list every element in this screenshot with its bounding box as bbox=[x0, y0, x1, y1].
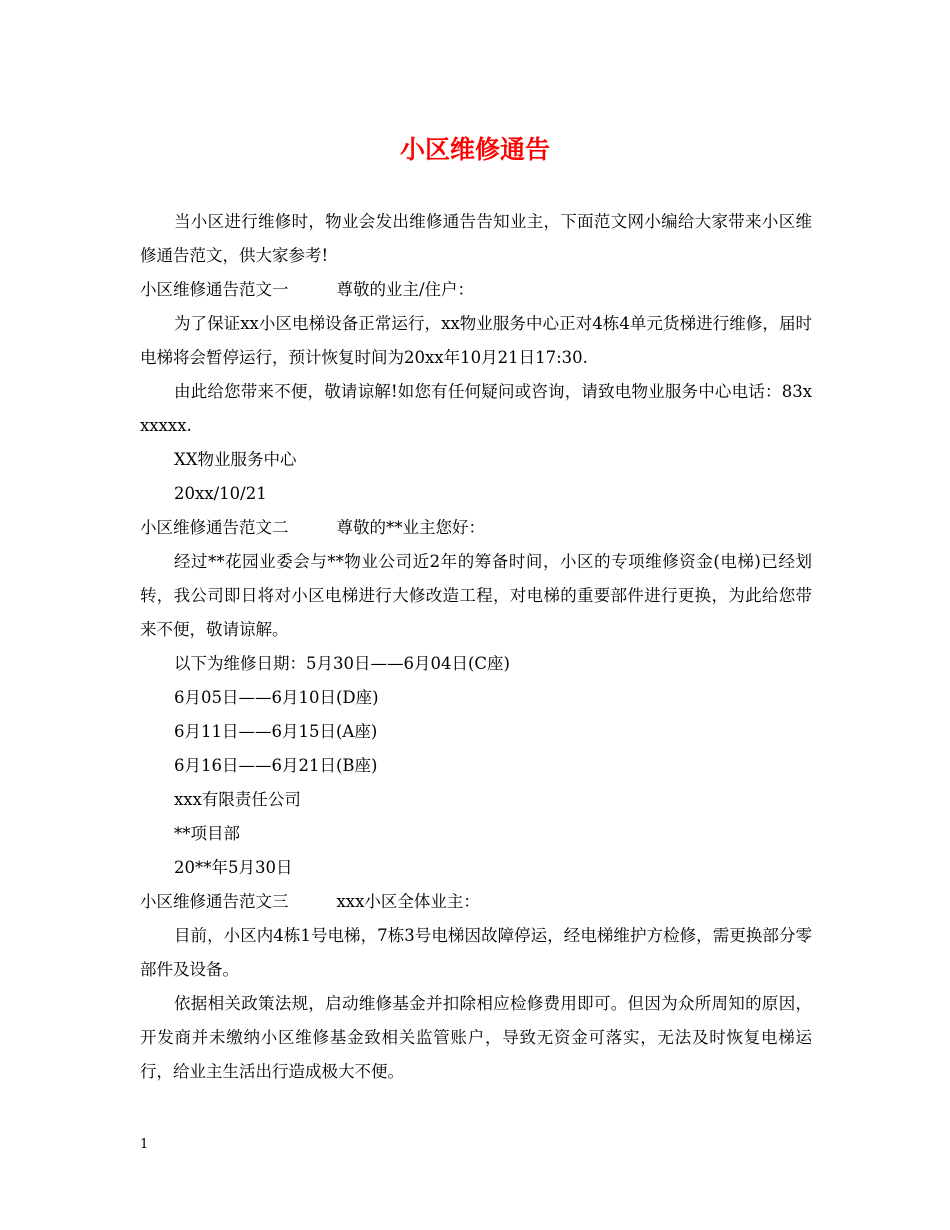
schedule-line: 6月05日——6月10日(D座) bbox=[174, 688, 379, 707]
sample3-heading-line bbox=[140, 885, 812, 919]
sample2-paragraph-1: 经过**花园业委会与**物业公司近2年的筹备时间，小区的专项维修资金(电梯)已经划转，我公司即日将对小区电梯进行大修改造工程，对电梯的重要部件进行更换，为此给您带来不便，敬请谅解。 bbox=[140, 552, 812, 639]
sample1-paragraph-1: 为了保证xx小区电梯设备正常运行，xx物业服务中心正对4栋4单元货梯进行维修，届时电梯将会暂停运行，预计恢复时间为20xx年10月21日17:30. bbox=[140, 314, 812, 367]
sample2-heading: 小区维修通告范文二 bbox=[140, 518, 289, 537]
sample1-date: 20xx/10/21 bbox=[174, 484, 267, 503]
sample2-department: **项目部 bbox=[174, 824, 240, 843]
sample2-company: xxx有限责任公司 bbox=[174, 790, 301, 809]
sample3-paragraph-2: 依据相关政策法规，启动维修基金并扣除相应检修费用即可。但因为众所周知的原因，开发商并未缴纳小区维修基金致相关监管账户，导致无资金可落实，无法及时恢复电梯运行，给业主生活出行造成极大不便。 bbox=[140, 994, 812, 1081]
sample1-salutation: 尊敬的业主/住户： bbox=[336, 280, 475, 299]
schedule-line: 6月11日——6月15日(A座) bbox=[174, 722, 378, 741]
sample3-heading: 小区维修通告范文三 bbox=[140, 892, 289, 911]
sample1-heading-line bbox=[140, 273, 812, 307]
intro-paragraph: 当小区进行维修时，物业会发出维修通告告知业主，下面范文网小编给大家带来小区维修通告范文，供大家参考! bbox=[140, 212, 812, 265]
sample1-heading: 小区维修通告范文一 bbox=[140, 280, 289, 299]
sample2-salutation: 尊敬的**业主您好： bbox=[336, 518, 485, 537]
page-title: 小区维修通告 bbox=[399, 135, 550, 164]
sample1-signature: XX物业服务中心 bbox=[174, 450, 297, 469]
sample2-heading-line bbox=[140, 511, 812, 545]
sample1-paragraph-2: 由此给您带来不便，敬请谅解!如您有任何疑问或咨询，请致电物业服务中心电话：83xxxxxx. bbox=[140, 382, 812, 435]
sample3-paragraph-1: 目前，小区内4栋1号电梯，7栋3号电梯因故障停运，经电梯维护方检修，需更换部分零部件及设备。 bbox=[140, 926, 812, 979]
sample2-date: 20**年5月30日 bbox=[174, 858, 293, 877]
page-number: 1 bbox=[140, 1137, 149, 1152]
schedule-line: 以下为维修日期：5月30日——6月04日(C座) bbox=[174, 654, 510, 673]
schedule-line: 6月16日——6月21日(B座) bbox=[174, 756, 378, 775]
document-body bbox=[140, 205, 812, 1089]
sample3-salutation: xxx小区全体业主： bbox=[336, 892, 480, 911]
